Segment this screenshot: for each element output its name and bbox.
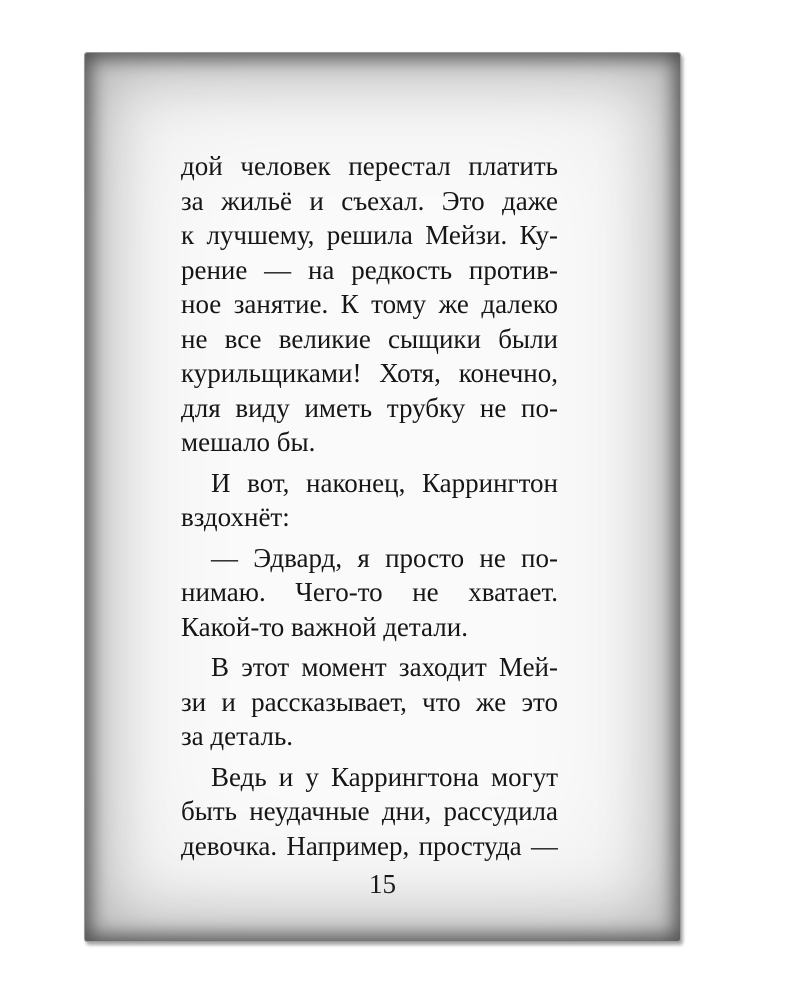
text-line: нимаю. Чего-то не хватает. (181, 577, 558, 607)
text-line: ное занятие. К тому же далеко (181, 289, 558, 319)
text-line: за деталь. (181, 721, 294, 751)
text-line: за жильё и съехал. Это даже (181, 185, 558, 216)
text-line: для виду иметь трубку не по- (181, 392, 558, 423)
text-line: Какой-то важной детали. (181, 611, 468, 642)
text-line: В этот момент заходит Мей- (211, 652, 558, 682)
text-line: зи и рассказывает, что же это (181, 686, 558, 717)
text-line: к лучшему, решила Мейзи. Ку- (181, 220, 558, 250)
text-line: мешало бы. (181, 427, 316, 457)
page-body-text (181, 149, 558, 863)
text-line: девочка. Например, простуда — (181, 830, 558, 861)
text-line: — Эдвард, я просто не по- (211, 542, 558, 573)
text-line: дой человек перестал платить (181, 151, 558, 181)
text-line: И вот, наконец, Каррингтон (211, 467, 558, 498)
text-line: быть неудачные дни, рассудила (181, 796, 558, 826)
text-line: Ведь и у Каррингтона могут (211, 761, 558, 792)
text-line: курильщиками! Хотя, конечно, (181, 358, 558, 388)
text-line: не все великие сыщики были (181, 323, 558, 354)
page-number: 15 (369, 869, 396, 899)
text-line: вздохнёт: (181, 502, 290, 532)
book-page (84, 52, 681, 942)
text-line: рение — на редкость против- (181, 254, 558, 285)
